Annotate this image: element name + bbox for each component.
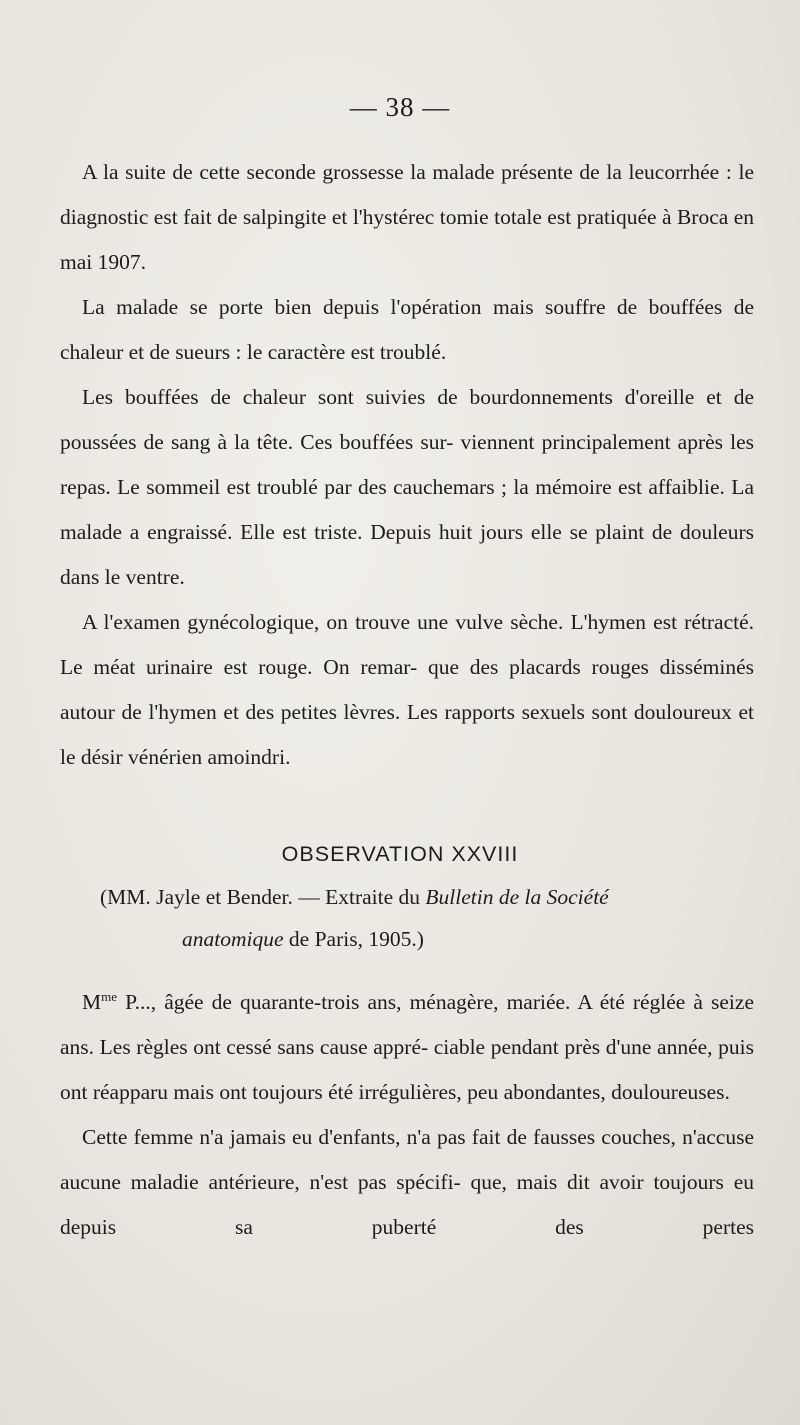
paragraph: Cette femme n'a jamais eu d'enfants, n'a pas fait de fausses couches, n'accuse aucune maladie antérieure, n'est pas spécifi- que, mais dit avoir toujours eu depuis sa puberté des pertes <box>60 1125 754 1239</box>
paragraph: A l'examen gynécologique, on trouve une vulve sèche. L'hymen est rétracté. Le méat urinaire est rouge. On remar- que des placards rouges disséminés autour de l'hymen et des petites lèvres. Les rapports sexuels sont douloureux et le désir vénérien amoindri. <box>60 610 754 769</box>
text-block-2 <box>60 980 754 1250</box>
title-abbrev: M <box>82 990 102 1014</box>
title-abbrev-sup: me <box>101 989 118 1004</box>
source-journal-cont: anatomique <box>182 927 284 951</box>
text-block-1 <box>60 150 754 780</box>
source-text-cont: de Paris, 1905.) <box>283 927 424 951</box>
paragraph: A la suite de cette seconde grossesse la malade présente de la leucorrhée : le diagnostic est fait de salpingite et l'hystérec tomie totale est pratiquée à Broca en mai 1907. <box>60 160 754 274</box>
paragraph-text: P..., âgée de quarante-trois ans, ménagère, mariée. A été réglée à seize ans. Les règles ont cessé sans cause appré- ciable pendant près d'une année, puis ont réapparu mais ont toujours été irrégulières, peu abondantes, douloureuses. <box>60 990 754 1104</box>
paragraph: Les bouffées de chaleur sont suivies de bourdonnements d'oreille et de poussées de sang à la tête. Ces bouffées sur- viennent principalement après les repas. Le sommeil est troublé par des cauchemars ; la mémoire est affaiblie. La malade a engraissé. Elle est triste. Depuis huit jours elle se plaint de douleurs dans le ventre. <box>60 385 754 589</box>
source-text: (MM. Jayle et Bender. — Extraite du <box>100 885 426 909</box>
paragraph: La malade se porte bien depuis l'opération mais souffre de bouffées de chaleur et de sueurs : le caractère est troublé. <box>60 295 754 364</box>
source-line-1 <box>100 876 750 918</box>
page-number: — 38 — <box>349 92 451 122</box>
paragraph <box>60 980 754 1115</box>
source-citation <box>100 876 750 960</box>
source-journal: Bulletin de la Société <box>425 885 609 909</box>
source-line-2 <box>100 918 750 960</box>
observation-title: OBSERVATION XXVIII <box>281 842 519 866</box>
